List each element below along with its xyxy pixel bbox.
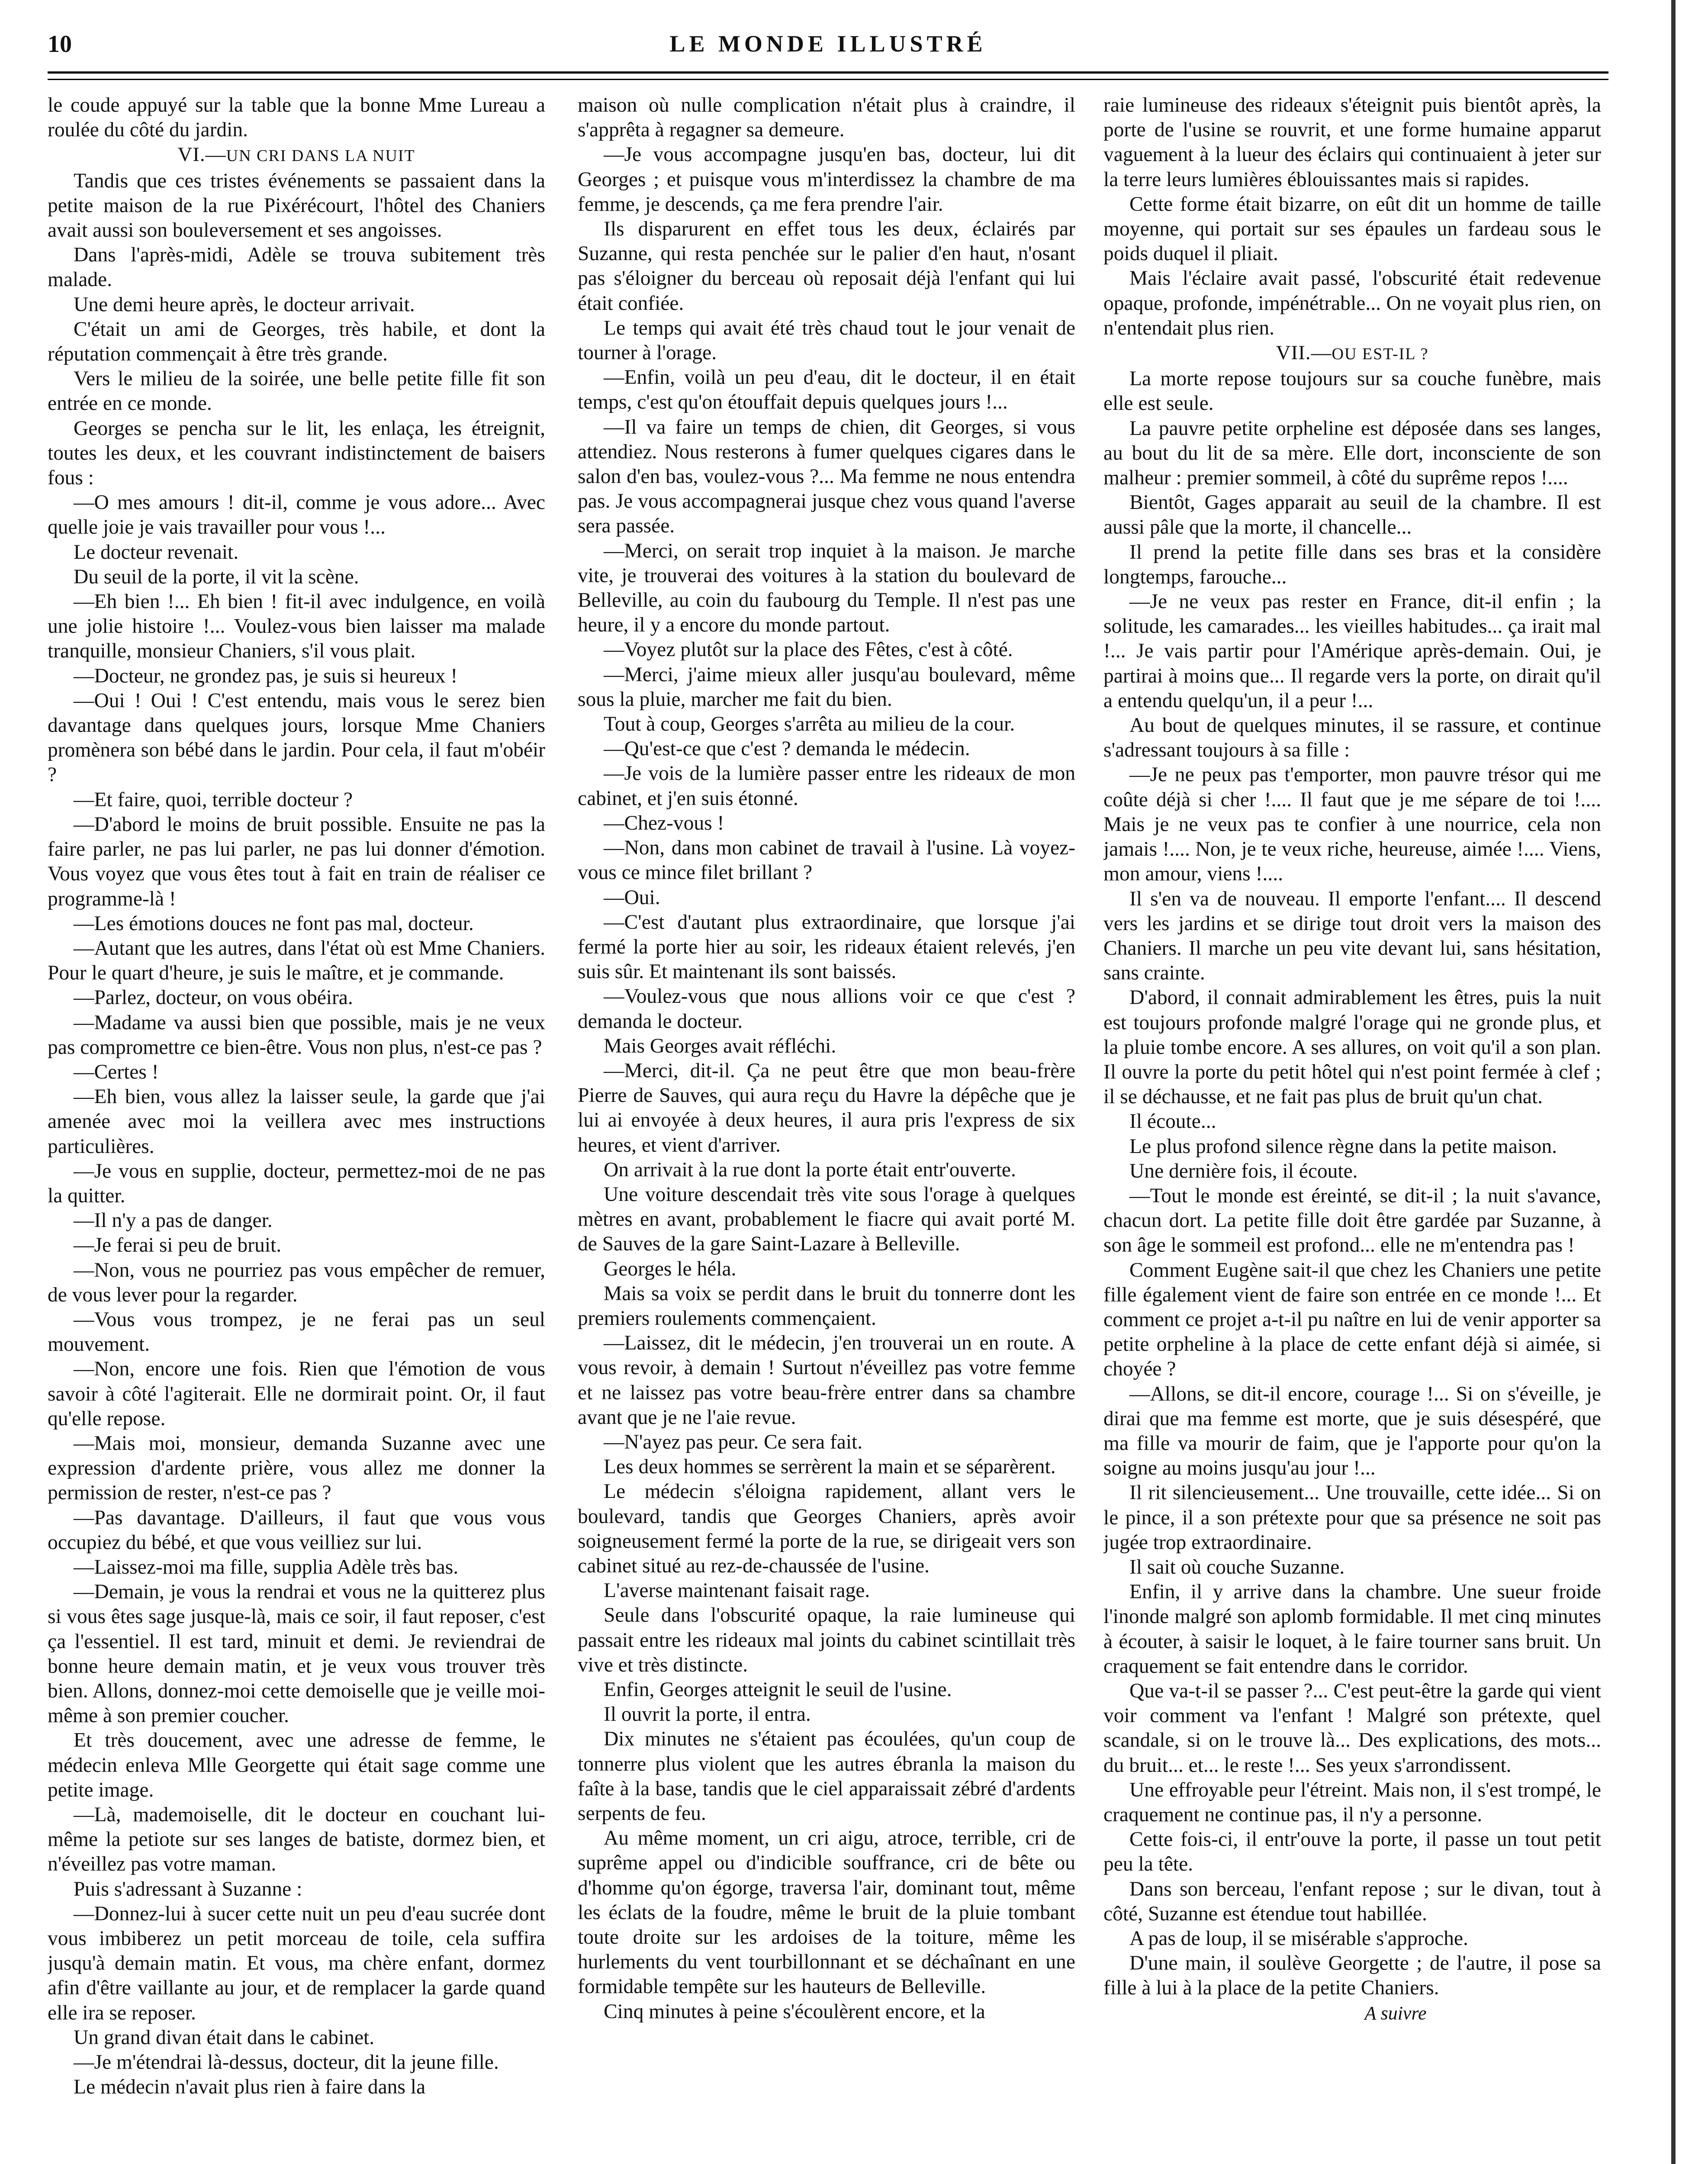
paragraph: —Je vous en supplie, docteur, permettez-moi de ne pas la quitter. [48,1159,545,1207]
masthead-title: LE MONDE ILLUSTRÉ [669,31,987,57]
paragraph: Ils disparurent en effet tous les deux, éclairés par Suzanne, qui resta penchée sur le palier d'en haut, n'osant pas s'éloigner du berceau où reposait déjà l'enfant qui lui était confiée. [578,218,1075,315]
paragraph: Enfin, Georges atteignit le seuil de l'usine. [604,1678,952,1701]
paragraph: Seule dans l'obscurité opaque, la raie lumineuse qui passait entre les rideaux mal joints du cabinet scintillait très vive et très distincte. [578,1604,1075,1676]
paragraph: —Parlez, docteur, on vous obéira. [74,986,353,1009]
page-header [48,30,1608,69]
paragraph: Un grand divan était dans le cabinet. [74,2026,375,2049]
paragraph: Le médecin n'avait plus rien à faire dans la [74,2076,426,2099]
text-column-2 [578,93,1075,2164]
paragraph: Les deux hommes se serrèrent la main et se séparèrent. [604,1456,1056,1478]
chapter-title: UN CRI DANS LA NUIT [226,147,415,165]
paragraph: Georges se pencha sur le lit, les enlaça, les étreignit, toutes les deux, et les couvrant indistinctement de baisers fous : [48,417,545,489]
paragraph: Il s'en va de nouveau. Il emporte l'enfant.... Il descend vers les jardins et se dirige tout droit vers la maison des Chaniers. Il marche un peu vite devant lui, sans hésitation, sans crainte. [1103,887,1601,985]
paragraph: —D'abord le moins de bruit possible. Ensuite ne pas la faire parler, ne pas lui parler, ne pas lui donner d'émotion. Vous voyez que vous êtes tout à fait en train de réaliser ce programme-là ! [48,813,545,910]
paragraph: —Je ne veux pas rester en France, dit-il enfin ; la solitude, les camarades... les vieilles habitudes... ça irait mal !... Je vais partir pour l'Amérique après-demain. Oui, je partirai à moins que... Il regarde vers la porte, on dirait qu'il a entendu quelqu'un, il a peur !... [1103,590,1601,712]
paragraph: On arrivait à la rue dont la porte était entr'ouverte. [604,1158,1016,1181]
paragraph: —O mes amours ! dit-il, comme je vous adore... Avec quelle joie je vais travailler pour vous !... [48,491,545,539]
paragraph: —Eh bien !... Eh bien ! fit-il avec indulgence, en voilà une jolie histoire !... Voulez-vous bien laisser ma malade tranquille, monsieur Chaniers, s'il vous plait. [48,590,545,663]
paragraph: —Oui ! Oui ! C'est entendu, mais vous le serez bien davantage dans quelques jours, lorsque Mme Chaniers promènera son bébé dans le jardin. Pour cela, il faut m'obéir ? [48,689,545,786]
paragraph: Il ouvrit la porte, il entra. [604,1703,811,1726]
paragraph: —Je vois de la lumière passer entre les rideaux de mon cabinet, et j'en suis étonné. [578,762,1075,810]
paragraph: La morte repose toujours sur sa couche funèbre, mais elle est seule. [1103,367,1601,415]
paragraph: C'était un ami de Georges, très habile, et dont la réputation commençait à être très grande. [48,318,545,366]
paragraph: —Certes ! [74,1060,159,1083]
page-number: 10 [48,31,72,58]
chapter-number: VII.— [1276,341,1332,364]
paragraph: —Docteur, ne grondez pas, je suis si heureux ! [74,664,458,687]
paragraph: —Je m'étendrai là-dessus, docteur, dit la jeune fille. [74,2051,499,2074]
paragraph: —Les émotions douces ne font pas mal, docteur. [74,912,474,935]
paragraph: Tandis que ces tristes événements se passaient dans la petite maison de la rue Pixérécourt, l'hôtel des Chaniers avait aussi son bouleversement et ses angoisses. [48,169,545,242]
paragraph: L'averse maintenant faisait rage. [604,1579,870,1602]
paragraph: D'une main, il soulève Georgette ; de l'autre, il pose sa fille à lui à la place de la petite Chaniers. [1103,1952,1601,2000]
paragraph: Une demi heure après, le docteur arrivait. [74,293,415,316]
paragraph: —Voulez-vous que nous allions voir ce que c'est ? demanda le docteur. [578,985,1075,1033]
chapter-heading-vii [1103,341,1601,367]
paragraph: —Enfin, voilà un peu d'eau, dit le docteur, il en était temps, c'est qu'on étouffait depuis quelques jours !... [578,366,1075,414]
paragraph: —Tout le monde est éreinté, se dit-il ; la nuit s'avance, chacun dort. La petite fille doit être gardée par Suzanne, à son âge le sommeil est profond... elle ne m'entendra pas ! [1103,1184,1601,1257]
paragraph: —Il va faire un temps de chien, dit Georges, si vous attendiez. Nous resterons à fumer quelques cigares dans le salon d'en bas, voulez-vous ?... Ma femme ne nous entendra pas. Je vous accompagnerai jusque chez vous quand l'averse sera passée. [578,415,1075,538]
paragraph: Au même moment, un cri aigu, atroce, terrible, cri de suprême appel ou d'indicible souffrance, cri de bête ou d'homme qu'on égorge, traversa l'air, dominant tout, même les éclats de la foudre, même le bruit de la pluie tombant toute droite sur les ardoises de la toiture, même les hurlements du vent tourbillonnant et se déchaînant en une formidable tempête sur les hauteurs de Belleville. [578,1827,1075,1998]
paragraph: Une effroyable peur l'étreint. Mais non, il s'est trompé, le craquement ne continue pas, il n'y a personne. [1103,1778,1601,1826]
paragraph: maison où nulle complication n'était plus à craindre, il s'apprêta à regagner sa demeure. [578,94,1075,142]
chapter-title: OU EST-IL ? [1332,345,1429,364]
paragraph: Cette forme était bizarre, on eût dit un homme de taille moyenne, qui portait sur ses épaules un fardeau sous le poids duquel il pliait. [1103,193,1601,265]
paragraph: D'abord, il connait admirablement les êtres, puis la nuit est toujours profonde malgré l'orage qui ne gronde plus, et la pluie tombe encore. A ses allures, on voit qu'il a son plan. Il ouvre la porte du petit hôtel qui n'est point fermée à clef ; il se déchausse, et ne fait pas plus de bruit qu'un chat. [1103,986,1601,1108]
paragraph: Bientôt, Gages apparait au seuil de la chambre. Il est aussi pâle que la morte, il chancelle... [1103,491,1601,539]
paragraph: —Non, encore une fois. Rien que l'émotion de vous savoir à côté l'agiterait. Elle ne dormirait point. Or, il faut qu'elle repose. [48,1358,545,1430]
paragraph: Il écoute... [1129,1110,1216,1133]
paragraph: Mais l'éclaire avait passé, l'obscurité était redevenue opaque, profonde, impénétrable... On ne voyait plus rien, on n'entendait plus rien. [1103,267,1601,339]
paragraph: Tout à coup, Georges s'arrêta au milieu de la cour. [604,713,1015,736]
paragraph: —Et faire, quoi, terrible docteur ? [74,788,353,811]
paragraph: —Non, vous ne pourriez pas vous empêcher de remuer, de vous lever pour la regarder. [48,1259,545,1306]
paragraph: —Merci, on serait trop inquiet à la maison. Je marche vite, je trouverai des voitures à la station du boulevard de Belleville, au coin du faubourg du Temple. Il n'est pas une heure, il y a encore du monde partout. [578,539,1075,637]
paragraph: Il rit silencieusement... Une trouvaille, cette idée... Si on le pince, il a son prétexte pour que sa présence ne soit pas jugée trop extraordinaire. [1103,1481,1601,1554]
paragraph: —Laissez-moi ma fille, supplia Adèle très bas. [74,1555,459,1578]
paragraph: Le docteur revenait. [74,541,239,564]
paragraph: Au bout de quelques minutes, il se rassure, et continue s'adressant toujours à sa fille : [1103,714,1601,762]
paragraph: —Merci, j'aime mieux aller jusqu'au boulevard, même sous la pluie, marcher me fait du bien. [578,663,1075,711]
paragraph: —Vous vous trompez, je ne ferai pas un seul mouvement. [48,1308,545,1356]
paragraph: —Donnez-lui à sucer cette nuit un peu d'eau sucrée dont vous imbiberez un petit morceau de toile, cela suffira jusqu'à demain matin. Et vous, ma chère enfant, dormez afin d'être vaillante au jour, et de remplacer la garde quand elle ira se reposer. [48,1902,545,2024]
paragraph: —Voyez plutôt sur la place des Fêtes, c'est à côté. [604,638,1013,661]
paragraph: Vers le milieu de la soirée, une belle petite fille fit son entrée en ce monde. [48,367,545,415]
paragraph: —Mais moi, monsieur, demanda Suzanne avec une expression d'ardente prière, vous allez me donner la permission de rester, n'est-ce pas ? [48,1432,545,1504]
header-rule-thin [48,79,1608,80]
paragraph: Cette fois-ci, il entr'ouve la porte, il passe un tout petit peu la tête. [1103,1828,1601,1876]
paragraph: Une dernière fois, il écoute. [1129,1159,1358,1182]
paragraph: le coude appuyé sur la table que la bonne Mme Lureau a roulée du côté du jardin. [48,94,545,142]
text-column-3 [1103,93,1601,2164]
paragraph: La pauvre petite orpheline est déposée dans ses langes, au bout du lit de sa mère. Elle dort, inconsciente de son malheur : premier sommeil, à côté du suprême repos !.... [1103,417,1601,489]
binding-edge [1650,0,1697,2164]
paragraph: Une voiture descendait très vite sous l'orage à quelques mètres en avant, probablement le fiacre qui avait porté M. de Sauves de la gare Saint-Lazare à Belleville. [578,1183,1075,1256]
paragraph: —Laissez, dit le médecin, j'en trouverai un en route. A vous revoir, à demain ! Surtout n'éveillez pas votre femme et ne laissez pas votre beau-frère entrer dans sa chambre avant que je ne l'aie revue. [578,1332,1075,1429]
paragraph: —Là, mademoiselle, dit le docteur en couchant lui-même la petiote sur ses langes de batiste, dormez bien, et n'éveillez pas votre maman. [48,1803,545,1876]
paragraph: —Eh bien, vous allez la laisser seule, la garde que j'ai amenée avec moi la veillera avec mes instructions particulières. [48,1085,545,1158]
paragraph: Et très doucement, avec une adresse de femme, le médecin enleva Mlle Georgette qui était sage comme une petite image. [48,1729,545,1801]
header-rule [48,71,1608,74]
paragraph: Dix minutes ne s'étaient pas écoulées, qu'un coup de tonnerre plus violent que les autres ébranla la maison du faîte à la base, tandis que le ciel apparaissait zébré d'ardents serpents de feu. [578,1728,1075,1825]
paragraph: —Merci, dit-il. Ça ne peut être que mon beau-frère Pierre de Sauves, qui aura reçu du Havre la dépêche que je lui ai envoyée à deux heures, il aura pris l'express de six heures, et vient d'arriver. [578,1059,1075,1156]
paragraph: —Demain, je vous la rendrai et vous ne la quitterez plus si vous êtes sage jusque-là, mais ce soir, il faut reposer, c'est ça l'essentiel. Il est tard, minuit et demi. Je reviendrai de bonne heure demain matin, et je veux vous trouver très bien. Allons, donnez-moi cette demoiselle que je veille moi-même à son premier coucher. [48,1581,545,1727]
paragraph: Enfin, il y arrive dans la chambre. Une sueur froide l'inonde malgré son aplomb formidable. Il met cinq minutes à écouter, à saisir le loquet, à le faire tourner sans bruit. Un craquement se fait entendre dans le corridor. [1103,1581,1601,1678]
paragraph: —Chez-vous ! [604,812,724,834]
paragraph: Dans l'après-midi, Adèle se trouva subitement très malade. [48,244,545,291]
paragraph: Le plus profond silence règne dans la petite maison. [1129,1135,1557,1158]
paragraph: Du seuil de la porte, il vit la scène. [74,565,359,588]
paragraph: Mais Georges avait réfléchi. [604,1034,836,1057]
paragraph: raie lumineuse des rideaux s'éteignit puis bientôt après, la porte de l'usine se rouvrit, et une forme humaine apparut vaguement à la lueur des éclairs qui continuaient à jeter sur la terre leurs lumières éblouissantes mais si rapides. [1103,94,1601,191]
paragraph: A pas de loup, il se misérable s'approche. [1129,1927,1468,1950]
chapter-heading-vi [48,142,545,168]
paragraph: Cinq minutes à peine s'écoulèrent encore, et la [604,2000,985,2023]
text-column-1 [48,93,545,2164]
paragraph: —Non, dans mon cabinet de travail à l'usine. Là voyez-vous ce mince filet brillant ? [578,837,1075,884]
paragraph: —N'ayez pas peur. Ce sera fait. [604,1430,863,1453]
paragraph: Le temps qui avait été très chaud tout le jour venait de tourner à l'orage. [578,316,1075,364]
paragraph: Puis s'adressant à Suzanne : [74,1877,302,1900]
paragraph: —Autant que les autres, dans l'état où est Mme Chaniers. Pour le quart d'heure, je suis le maître, et je commande. [48,937,545,985]
paragraph: —Oui. [604,886,660,909]
paragraph: Il prend la petite fille dans ses bras et la considère longtemps, farouche... [1103,541,1601,588]
paragraph: —Qu'est-ce que c'est ? demanda le médecin. [604,737,970,760]
paragraph: Comment Eugène sait-il que chez les Chaniers une petite fille également vient de faire son entrée en ce monde !... Et comment ce projet a-t-il pu naître en lui de venir apporter sa petite orpheline à la place de cette enfant déjà si aimée, si choyée ? [1103,1259,1601,1381]
paragraph: —Il n'y a pas de danger. [74,1209,273,1232]
chapter-number: VI.— [177,143,226,166]
paragraph: —Je ne peux pas t'emporter, mon pauvre trésor qui me coûte déjà si cher !.... Il faut que je me sépare de toi !.... Mais je ne veux pas te confier à une nourrice, cela non jamais !.... Non, je te veux riche, heureuse, aimée !.... Viens, mon amour, viens !.... [1103,763,1601,886]
paragraph: Mais sa voix se perdit dans le bruit du tonnerre dont les premiers roulements commençaient. [578,1282,1075,1330]
paragraph: —Je vous accompagne jusqu'en bas, docteur, lui dit Georges ; et puisque vous m'interdissez la chambre de ma femme, je descends, ça me fera prendre l'air. [578,143,1075,216]
paragraph: —Madame va aussi bien que possible, mais je ne veux pas compromettre ce bien-être. Vous non plus, n'est-ce pas ? [48,1011,545,1059]
paragraph: Dans son berceau, l'enfant repose ; sur le divan, tout à côté, Suzanne est étendue tout habillée. [1103,1877,1601,1925]
paragraph: —Je ferai si peu de bruit. [74,1234,282,1257]
paragraph: —C'est d'autant plus extraordinaire, que lorsque j'ai fermé la porte hier au soir, les rideaux étaient relevés, j'en suis sûr. Et maintenant ils sont baissés. [578,911,1075,983]
paragraph: Que va-t-il se passer ?... C'est peut-être la garde qui vient voir comment va l'enfant ! Malgré son prétexte, quel scandale, si on le trouve là... Des explications, des mots... du bruit... et... le reste !... Ses yeux s'arrondissent. [1103,1680,1601,1777]
paragraph: Georges le héla. [604,1257,737,1280]
paragraph: Le médecin s'éloigna rapidement, allant vers le boulevard, tandis que Georges Chaniers, après avoir soigneusement fermé la porte de la rue, se dirigeait vers son cabinet situé au rez-de-chaussée de l'usine. [578,1480,1075,1577]
paragraph: —Pas davantage. D'ailleurs, il faut que vous vous occupiez du bébé, et que vous veilliez sur lui. [48,1506,545,1554]
paragraph: Il sait où couche Suzanne. [1129,1555,1345,1578]
continuation-note: A suivre [1364,2002,1427,2024]
paragraph: —Allons, se dit-il encore, courage !... Si on s'éveille, je dirai que ma femme est morte, que je suis désespéré, que ma fille va mourir de faim, que je l'apporte pour qu'on la soigne au moins jusqu'au jour !... [1103,1382,1601,1480]
